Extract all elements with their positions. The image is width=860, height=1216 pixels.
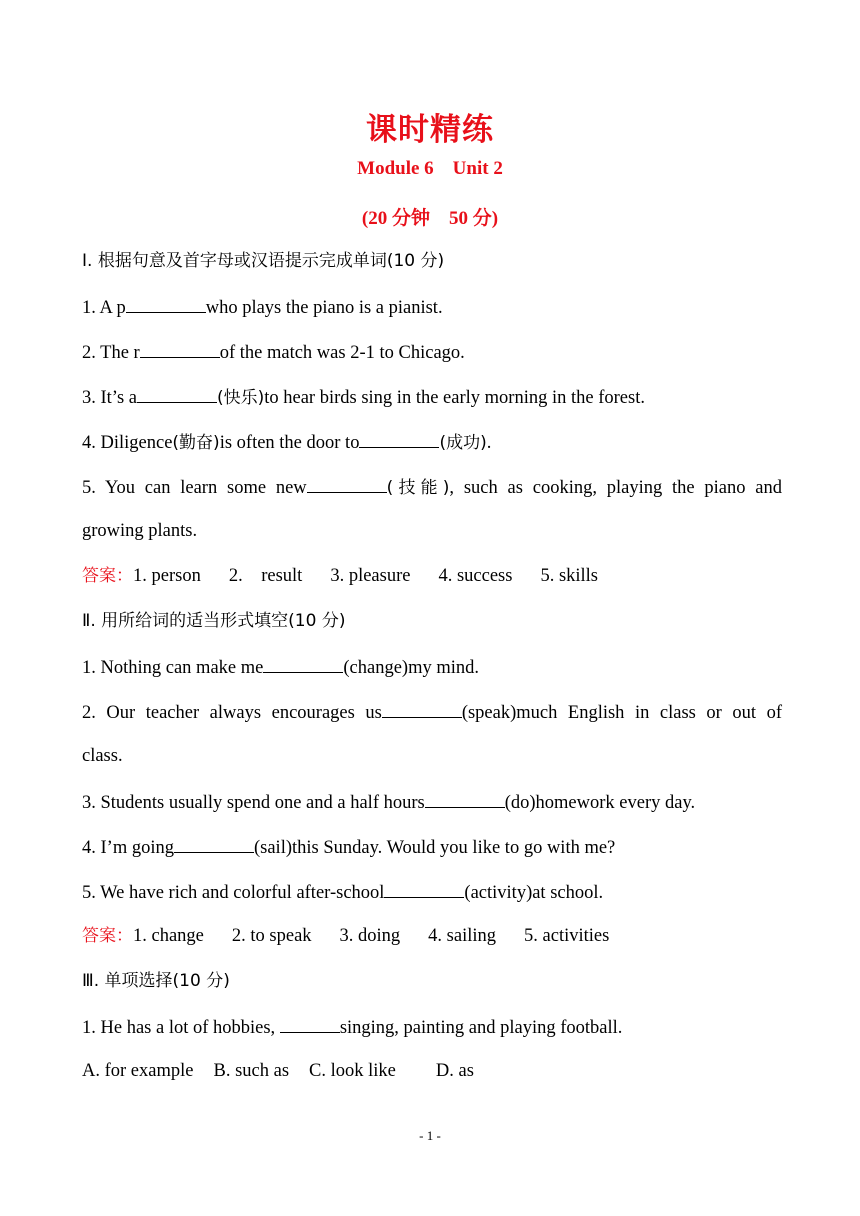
answer-blank[interactable] [359, 429, 439, 448]
answer-label: 答案： [82, 926, 133, 946]
answer-item: 2. to speak [231, 926, 312, 946]
answer-blank[interactable] [140, 339, 220, 358]
answer-blank[interactable] [174, 834, 254, 853]
answer-label: 答案： [82, 566, 133, 586]
s1-question-1: 1. A p who plays the piano is a pianist. [82, 294, 782, 320]
section1-heading: Ⅰ. 根据句意及首字母或汉语提示完成单词(10 分) [82, 251, 445, 271]
answer-item: 1. change [133, 926, 204, 946]
answer-item: 1. person [133, 566, 201, 586]
s1-answers [82, 564, 782, 588]
answer-item: 4. success [438, 566, 513, 586]
s2-question-4: 4. I’m going (sail)this Sunday. Would you like to go with me? [82, 834, 782, 860]
s2-answers [82, 924, 782, 948]
s2-question-2-cont: class. [82, 746, 123, 766]
answer-item: 2. result [228, 566, 303, 586]
s1-question-2: 2. The r of the match was 2-1 to Chicago. [82, 339, 782, 365]
answer-item: 3. doing [339, 926, 401, 946]
answer-blank[interactable] [126, 294, 206, 313]
answer-item: 5. activities [524, 926, 610, 946]
answer-item: 4. sailing [428, 926, 497, 946]
s3-question-1: 1. He has a lot of hobbies, singing, painting and playing football. [82, 1014, 782, 1040]
page-title: 课时精练 [366, 112, 494, 148]
section2-heading: Ⅱ. 用所给词的适当形式填空(10 分) [82, 611, 346, 631]
s2-question-3: 3. Students usually spend one and a half hours (do)homework every day. [82, 789, 782, 815]
s3-question-1-options [82, 1059, 782, 1083]
s2-question-5: 5. We have rich and colorful after-school (activity)at school. [82, 879, 782, 905]
answer-item: 3. pleasure [330, 566, 411, 586]
s1-question-3: 3. It’s a (快乐)to hear birds sing in the early morning in the forest. [82, 384, 782, 410]
module-unit: Module 6 Unit 2 [357, 158, 503, 179]
answer-blank[interactable] [263, 654, 343, 673]
answer-blank[interactable] [307, 474, 387, 493]
answer-blank[interactable] [280, 1014, 340, 1033]
page-number: - 1 - [419, 1128, 441, 1143]
s2-question-2: 2. Our teacher always encourages us (speak)much English in class or out of [82, 699, 782, 725]
s1-question-5-cont: growing plants. [82, 521, 198, 541]
answer-item: 5. skills [540, 566, 599, 586]
s1-question-5: 5. You can learn some new (技能), such as cooking, playing the piano and [82, 474, 782, 500]
answer-blank[interactable] [382, 699, 462, 718]
option-d[interactable]: D. as [435, 1061, 474, 1081]
s1-question-4: 4. Diligence(勤奋)is often the door to (成功). [82, 429, 782, 455]
option-c[interactable]: C. look like [309, 1061, 396, 1081]
option-b[interactable]: B. such as [213, 1061, 290, 1081]
s2-question-1: 1. Nothing can make me (change)my mind. [82, 654, 782, 680]
option-a[interactable]: A. for example [82, 1061, 194, 1081]
time-score: (20 分钟 50 分) [361, 208, 499, 229]
answer-blank[interactable] [425, 789, 505, 808]
answer-blank[interactable] [137, 384, 217, 403]
section3-heading: Ⅲ. 单项选择(10 分) [82, 971, 230, 991]
answer-blank[interactable] [384, 879, 464, 898]
